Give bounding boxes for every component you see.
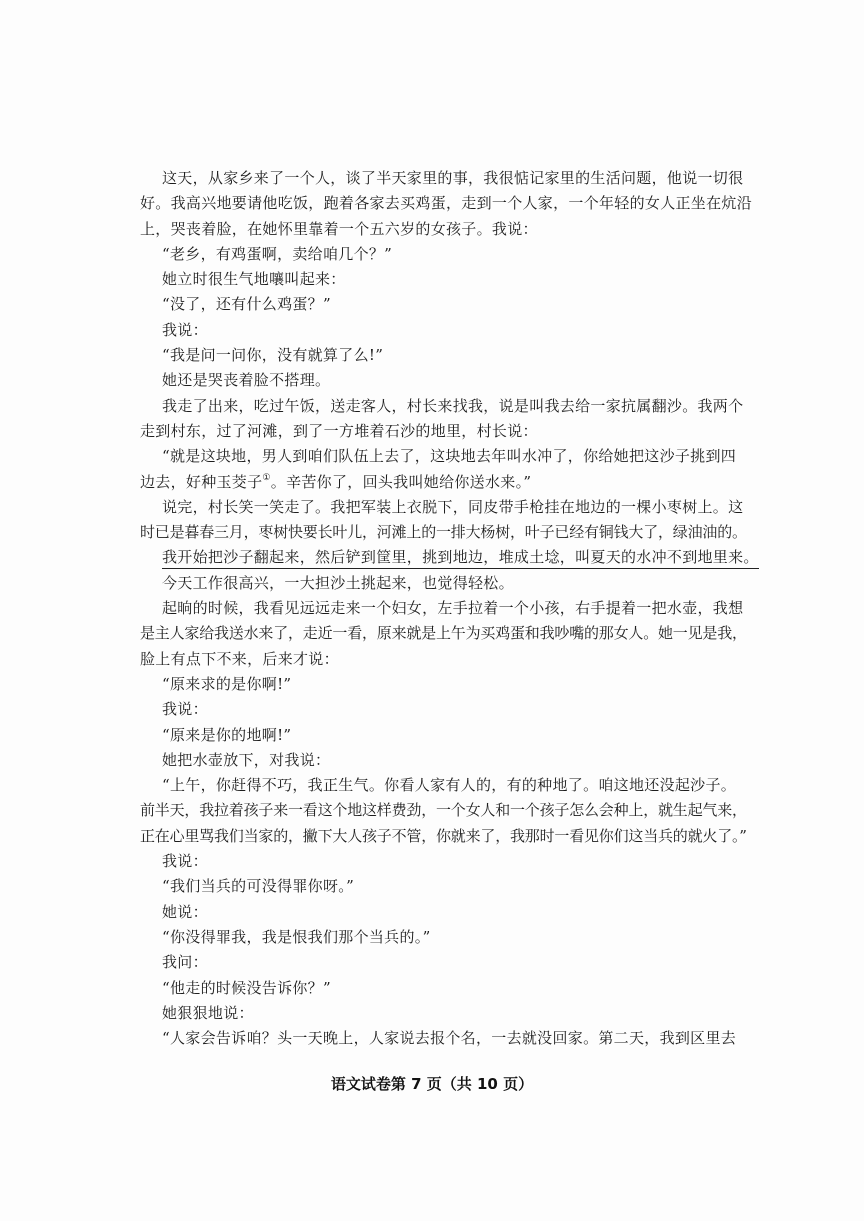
passage-line: 说完，村长笑一笑走了。我把军装上衣脱下，同皮带手枪挂在地边的一棵小枣树上。这	[162, 497, 744, 516]
footnote-marker: ①	[262, 472, 271, 483]
passage-line: 脸上有点下不来，后来才说：	[140, 649, 339, 668]
dialogue-line: 正在心里骂我们当家的，撇下大人孩子不管，你就来了，我那时一看见你们这当兵的就火了。”	[140, 826, 747, 845]
dialogue-line: 前半天，我拉着孩子来一看这个地这样费劲，一个女人和一个孩子怎么会种上，就生起气来，	[140, 801, 747, 820]
dialogue-line: “我是问一问你，没有就算了么!”	[162, 346, 384, 365]
passage-line: 她还是哭丧着脸不搭理。	[162, 371, 331, 390]
passage-line: 我说：	[162, 700, 208, 719]
reading-passage	[140, 166, 759, 1051]
passage-line: 起晌的时候，我看见远远走来一个妇女，左手拉着一个小孩，右手提着一把水壶，我想	[162, 599, 744, 618]
dialogue-line: “老乡，有鸡蛋啊，卖给咱几个？”	[162, 244, 393, 263]
line-segment: 。辛苦你了，回头我叫她给你送水来。”	[270, 472, 532, 491]
passage-line: 她把水壶放下，对我说：	[162, 750, 331, 769]
dialogue-line: “就是这块地，男人到咱们队伍上去了，这块地去年叫水冲了，你给她把这沙子挑到四	[162, 447, 737, 466]
underlined-text: 我开始把沙子翻起来，然后铲到筐里，挑到地边，堆成土埝，叫夏天的水冲不到地里来。	[162, 547, 759, 569]
underlined-sentence	[140, 545, 759, 570]
page-footer: 语文试卷第 7 页（共 10 页）	[330, 1075, 534, 1093]
passage-line: 今天工作很高兴，一大担沙土挑起来，也觉得轻松。	[162, 573, 514, 592]
passage-line: 她狠狠地说：	[162, 1003, 254, 1022]
dialogue-line: “人家会告诉咱？头一天晚上，人家说去报个名，一去就没回家。第二天，我到区里去	[162, 1029, 737, 1048]
passage-line: 时已是暮春三月，枣树快要长叶儿，河滩上的一排大杨树，叶子已经有铜钱大了，绿油油的。	[140, 523, 747, 542]
passage-line: 我说：	[162, 852, 208, 871]
line-segment: 边去，好种玉茭子	[140, 472, 263, 491]
dialogue-line: “原来求的是你啊!”	[162, 674, 292, 693]
passage-line: 她说：	[162, 902, 208, 921]
passage-line: 好。我高兴地要请他吃饭，跑着各家去买鸡蛋，走到一个人家，一个年轻的女人正坐在炕沿	[140, 194, 753, 213]
passage-line: 我问：	[162, 953, 208, 972]
passage-line: 是主人家给我送水来了，走近一看，原来就是上午为买鸡蛋和我吵嘴的那女人。她一见是我，	[140, 624, 747, 643]
passage-line: 我说：	[162, 320, 208, 339]
dialogue-line: “上午，你赶得不巧，我正生气。你看人家有人的，有的种地了。咱这地还没起沙子。	[162, 776, 737, 795]
passage-line: 她立时很生气地嚷叫起来：	[162, 270, 346, 289]
dialogue-line: “没了，还有什么鸡蛋？”	[162, 295, 331, 314]
dialogue-line	[140, 470, 740, 495]
dialogue-line: “你没得罪我，我是恨我们那个当兵的。”	[162, 927, 431, 946]
dialogue-line: “他走的时候没告诉你？”	[162, 978, 331, 997]
dialogue-line: “原来是你的地啊!”	[162, 725, 292, 744]
passage-line: 我走了出来，吃过午饭，送走客人，村长来找我，说是叫我去给一家抗属翻沙。我两个	[162, 396, 744, 415]
passage-line: 走到村东，过了河滩，到了一方堆着石沙的地里，村长说：	[140, 421, 538, 440]
dialogue-line: “我们当兵的可没得罪你呀。”	[162, 877, 355, 896]
passage-line: 上，哭丧着脸，在她怀里靠着一个五六岁的女孩子。我说：	[140, 219, 538, 238]
passage-line: 这天，从家乡来了一个人，谈了半天家里的事，我很惦记家里的生活问题，他说一切很	[162, 169, 744, 187]
